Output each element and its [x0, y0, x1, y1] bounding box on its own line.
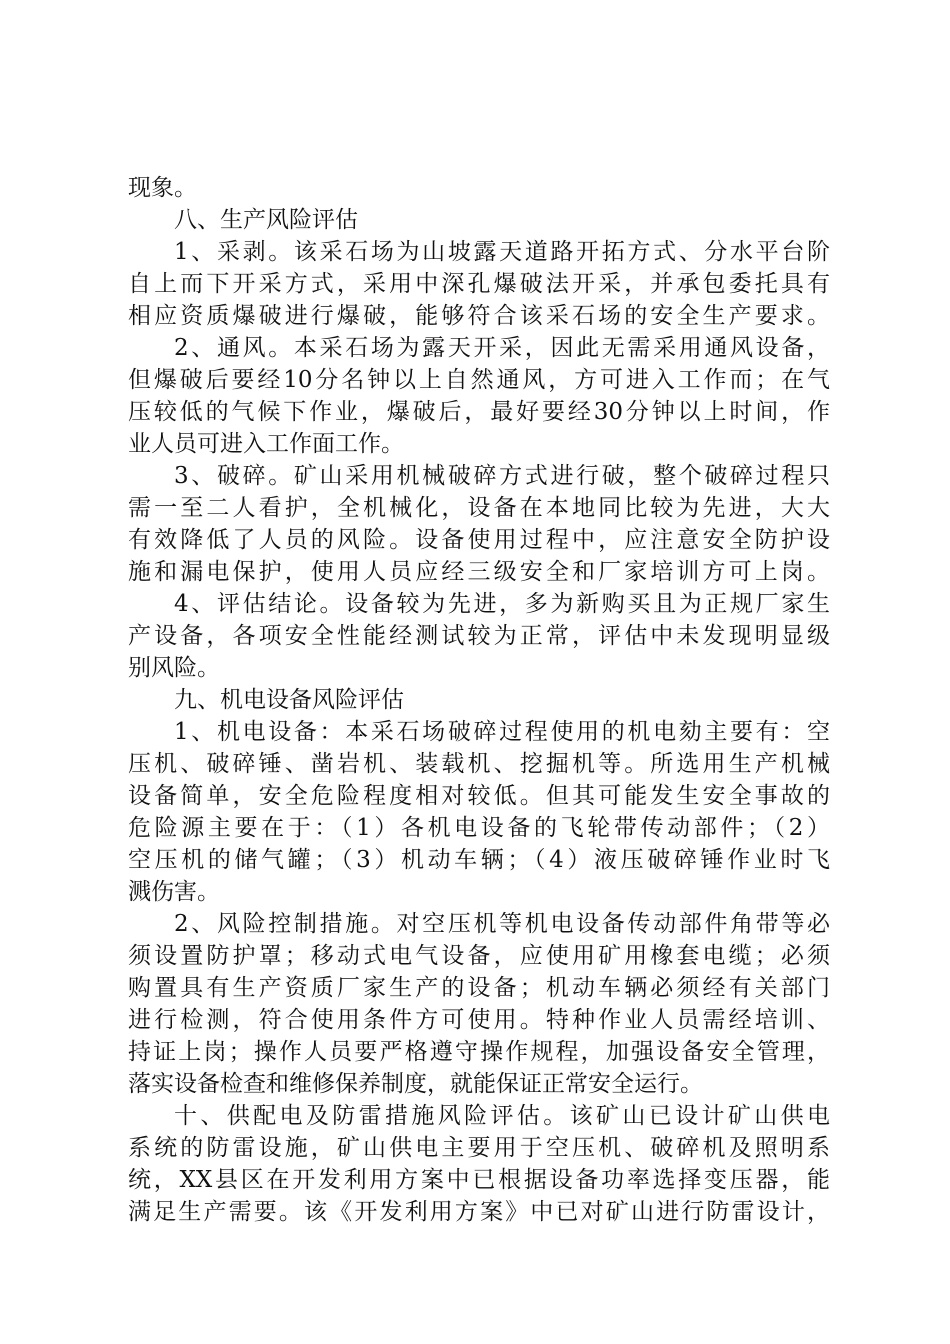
text-line: 2、风险控制措施。对空压机等机电设备传动部件角带等必 [174, 911, 830, 937]
text-line: 产设备，各项安全性能经测试较为正常，评估中未发现明显级 [128, 623, 830, 649]
text-line: 系统的防雷设施，矿山供电主要用于空压机、破碎机及照明系 [128, 1135, 830, 1161]
section-heading: 九、机电设备风险评估 [174, 687, 404, 713]
text-line: 2、通风。本采石场为露天开采，因此无需采用通风设备， [174, 335, 830, 361]
text-line: 须设置防护罩；移动式电气设备，应使用矿用橡套电缆；必须 [128, 943, 830, 969]
text-line: 4、评估结论。设备较为先进，多为新购买且为正规厂家生 [174, 591, 830, 617]
text-line: 进行检测，符合使用条件方可使用。特种作业人员需经培训、 [128, 1007, 830, 1033]
text-line: 但爆破后要经10分名钟以上自然通风，方可进入工作而；在气 [128, 367, 830, 393]
text-line: 1、采剥。该采石场为山坡露天道路开拓方式、分水平台阶 [174, 239, 830, 265]
text-line: 3、破碎。矿山采用机械破碎方式进行破，整个破碎过程只 [174, 463, 830, 489]
text-line: 别风险。 [128, 655, 220, 681]
text-line: 持证上岗；操作人员要严格遵守操作规程，加强设备安全管理， [128, 1039, 830, 1065]
text-line: 十、供配电及防雷措施风险评估。该矿山已设计矿山供电 [174, 1103, 830, 1129]
text-line: 危险源主要在于：（1）各机电设备的飞轮带传动部件；（2） [128, 815, 830, 841]
text-line: 相应资质爆破进行爆破，能够符合该采石场的安全生产要求。 [128, 303, 830, 329]
text-line: 落实设备检查和维修保养制度，就能保证正常安全运行。 [128, 1071, 703, 1097]
text-line: 空压机的储气罐；（3）机动车辆；（4）液压破碎锤作业时飞 [128, 847, 830, 873]
text-line: 满足生产需要。该《开发利用方案》中已对矿山进行防雷设计， [128, 1199, 830, 1225]
text-line: 需一至二人看护，全机械化，设备在本地同比较为先进，大大 [128, 495, 830, 521]
text-line: 有效降低了人员的风险。设备使用过程中，应注意安全防护设 [128, 527, 830, 553]
text-line: 现象。 [128, 175, 197, 201]
text-line: 自上而下开采方式，采用中深孔爆破法开采，并承包委托具有 [128, 271, 830, 297]
text-line: 购置具有生产资质厂家生产的设备；机动车辆必须经有关部门 [128, 975, 830, 1001]
text-line: 业人员可进入工作面工作。 [128, 431, 404, 457]
text-line: 统，XX县区在开发利用方案中已根据设备功率选择变压器，能 [128, 1167, 830, 1193]
section-heading: 八、生产风险评估 [174, 207, 358, 233]
text-line: 压较低的气候下作业，爆破后，最好要经30分钟以上时间，作 [128, 399, 830, 425]
text-line: 压机、破碎锤、凿岩机、装载机、挖掘机等。所选用生产机械 [128, 751, 830, 777]
text-line: 1、机电设备：本采石场破碎过程使用的机电劾主要有：空 [174, 719, 830, 745]
document-body [128, 172, 830, 1228]
text-line: 设备简单，安全危险程度相对较低。但其可能发生安全事故的 [128, 783, 830, 809]
text-line: 施和漏电保护，使用人员应经三级安全和厂家培训方可上岗。 [128, 559, 830, 585]
text-line: 溅伤害。 [128, 879, 220, 905]
